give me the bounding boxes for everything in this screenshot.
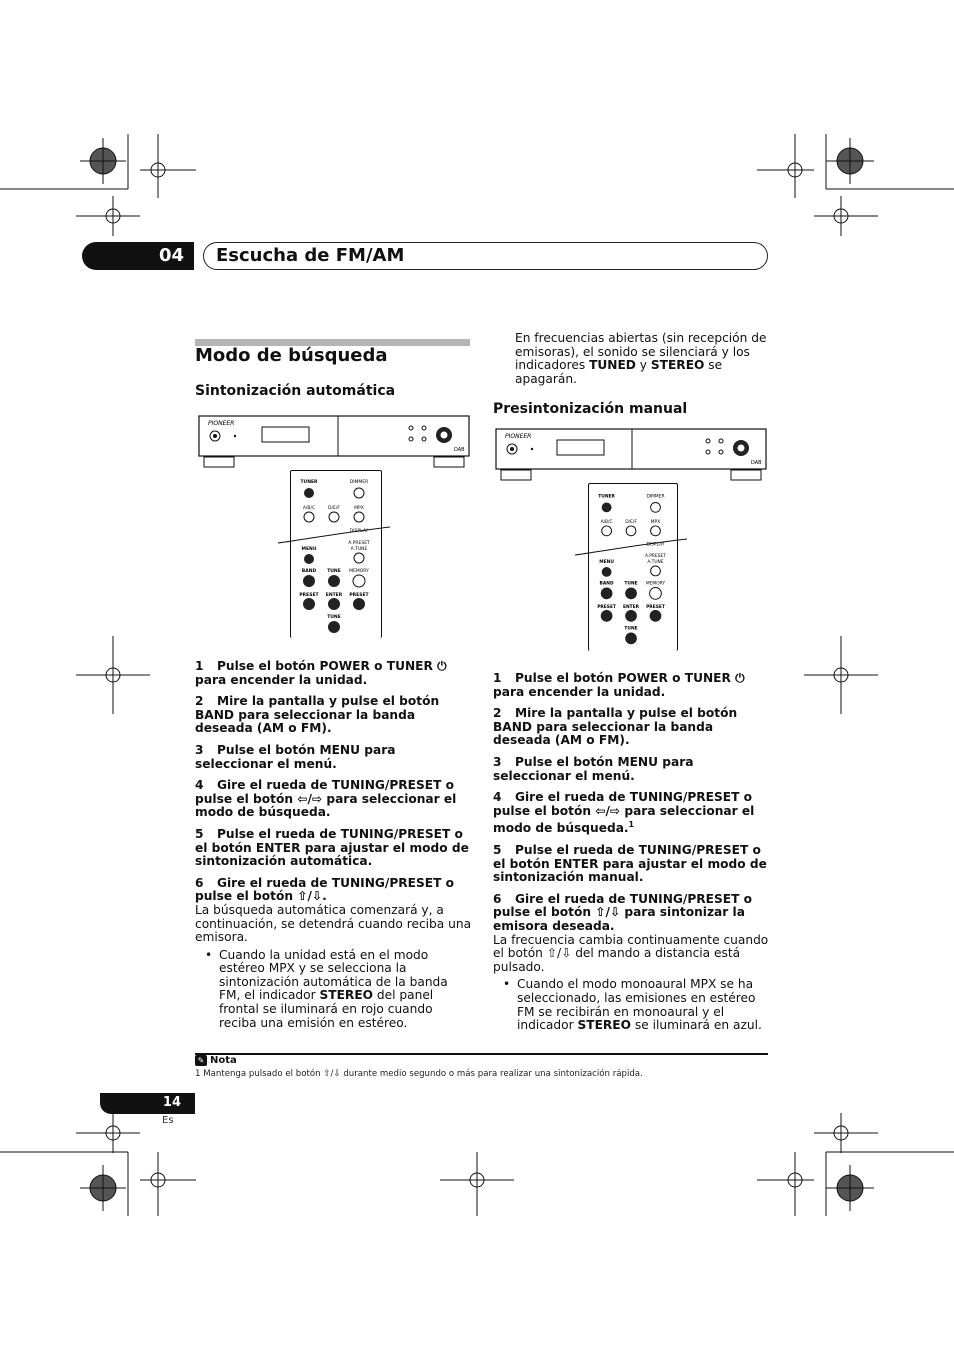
chapter-number: 04 [158, 245, 184, 266]
right-bullet: • Cuando el modo monoaural MPX se ha seleccionado, las emisiones en estéreo FM se recibirán en monoaural y el indicador STEREO se iluminará en azul. [493, 978, 771, 1032]
device-dab: DAB [454, 447, 465, 453]
remote-control-illustration [290, 470, 382, 638]
footnote-ref: 1 [628, 820, 635, 830]
right-step-3: 3 Pulse el botón MENU para seleccionar el menú. [493, 754, 694, 783]
svg-text:MENU: MENU [599, 560, 614, 566]
left-step-5: 5 Pulse el rueda de TUNING/PRESET o el botón ENTER para ajustar el modo de sintonización automática. [195, 826, 469, 869]
remote-def-label: D/E/F [328, 506, 340, 511]
svg-text:PRESET: PRESET [646, 605, 665, 611]
subtitle-auto-tuning: Sintonización automática [195, 383, 396, 399]
note-icon: ✎ [195, 1055, 207, 1066]
svg-text:DIMMER: DIMMER [646, 494, 665, 500]
svg-text:A/B/C: A/B/C [600, 520, 613, 526]
remote-abc-label: A/B/C [302, 506, 316, 511]
left-step-3: 3 Pulse el botón MENU para seleccionar el menú. [195, 742, 396, 771]
remote-tuner-label: TUNER [300, 480, 318, 485]
device-dab-2: DAB [751, 460, 762, 466]
tuner-front-panel-illustration [198, 415, 470, 469]
chapter-tab [82, 242, 194, 270]
left-steps [195, 660, 473, 1030]
remote-band-label: BAND [301, 569, 317, 574]
remote-tune-down-label: TUNE [327, 615, 341, 620]
language-code: Es [162, 1115, 174, 1126]
svg-text:ENTER: ENTER [623, 605, 640, 611]
svg-text:DISPLAY: DISPLAY [646, 542, 665, 548]
remote-dimmer-label: DIMMER [349, 480, 369, 485]
left-bullet: • Cuando la unidad está en el modo estéreo MPX y se selecciona la sintonización automática de la banda FM, el indicador STEREO del panel frontal se iluminará en rojo cuando reciba una emisión en estéreo. [195, 949, 473, 1031]
svg-text:D/E/F: D/E/F [625, 520, 637, 526]
device-brand-2: PIONEER [505, 433, 532, 440]
remote-control-illustration-2 [588, 483, 678, 651]
right-intro: En frecuencias abiertas (sin recepción de emisoras), el sonido se silenciará y los indicadores TUNED y STEREO se apagarán. [515, 331, 767, 386]
right-step-1: 1 Pulse el botón POWER o TUNER ⏻ para encender la unidad. [493, 671, 745, 699]
tuner-front-panel-illustration-2 [495, 428, 767, 482]
left-step-6-body: La búsqueda automática comenzará y, a continuación, se detendrá cuando reciba una emisora. [195, 902, 472, 945]
device-brand: PIONEER [208, 420, 235, 427]
remote-mpx-label: MPX [354, 506, 364, 511]
remote-menu-label: MENU [301, 547, 317, 552]
remote-cut-line-2 [575, 537, 687, 560]
svg-text:A.PRESET: A.PRESET [644, 554, 667, 560]
remote-tune-label: TUNE [327, 569, 341, 574]
svg-text:MEMORY: MEMORY [645, 581, 666, 587]
left-step-2: 2 Mire la pantalla y pulse el botón BAND para seleccionar la banda deseada (AM o FM). [195, 694, 440, 736]
note-text: 1 Mantenga pulsado el botón ⇧/⇩ durante medio segundo o más para realizar una sintonización rápida. [195, 1069, 643, 1079]
remote-cut-line [278, 525, 390, 545]
svg-text:TUNE: TUNE [624, 581, 638, 587]
remote-memory-label: MEMORY [349, 569, 369, 574]
svg-text:MPX: MPX [650, 520, 661, 526]
left-step-6: 6 Gire el rueda de TUNING/PRESET o pulse el botón ⇧/⇩. [195, 875, 455, 904]
right-step-4: 4 Gire el rueda de TUNING/PRESET o pulse el botón ⇦/⇨ para seleccionar el modo de búsqueda.$^1$ [493, 790, 755, 836]
section-title: Modo de búsqueda [195, 345, 388, 366]
page-number: 14 [162, 1095, 181, 1110]
svg-text:TUNE: TUNE [624, 626, 638, 632]
note-title: Nota [210, 1055, 237, 1066]
right-steps [493, 672, 771, 1033]
right-step-6: 6 Gire el rueda de TUNING/PRESET o pulse el botón ⇧/⇩ para sintonizar la emisora deseada. [493, 891, 753, 933]
svg-text:PRESET: PRESET [597, 605, 616, 611]
remote-preset-right-label: PRESET [349, 593, 369, 598]
svg-text:BAND: BAND [599, 581, 614, 587]
left-step-4: 4 Gire el rueda de TUNING/PRESET o pulse el botón ⇦/⇨ para seleccionar el modo de búsqueda. [195, 778, 457, 820]
left-step-1: 1 Pulse el botón POWER o TUNER ⏻ para encender la unidad. [195, 659, 447, 687]
remote-apreset-label: A.PRESET [348, 541, 370, 546]
remote-enter-label: ENTER [325, 593, 343, 598]
chapter-title-box [203, 242, 768, 270]
chapter-title: Escucha de FM/AM [216, 245, 405, 266]
remote-atune-label: A.TUNE [350, 547, 368, 552]
page-number-tab [100, 1093, 195, 1114]
remote-display-label: DISPLAY [349, 529, 369, 534]
remote-preset-left-label: PRESET [299, 593, 319, 598]
svg-text:TUNER: TUNER [598, 494, 615, 500]
right-step-6-body: La frecuencia cambia continuamente cuando el botón ⇧/⇩ del mando a distancia está pulsado. [493, 932, 769, 974]
right-step-5: 5 Pulse el rueda de TUNING/PRESET o el botón ENTER para ajustar el modo de sintonización manual. [493, 843, 767, 885]
svg-text:A.TUNE: A.TUNE [647, 560, 664, 566]
note-heading [195, 1055, 237, 1066]
note-rule [195, 1053, 768, 1055]
right-step-2: 2 Mire la pantalla y pulse el botón BAND para seleccionar la banda deseada (AM o FM). [493, 706, 738, 748]
subtitle-manual-preset: Presintonización manual [493, 401, 688, 417]
